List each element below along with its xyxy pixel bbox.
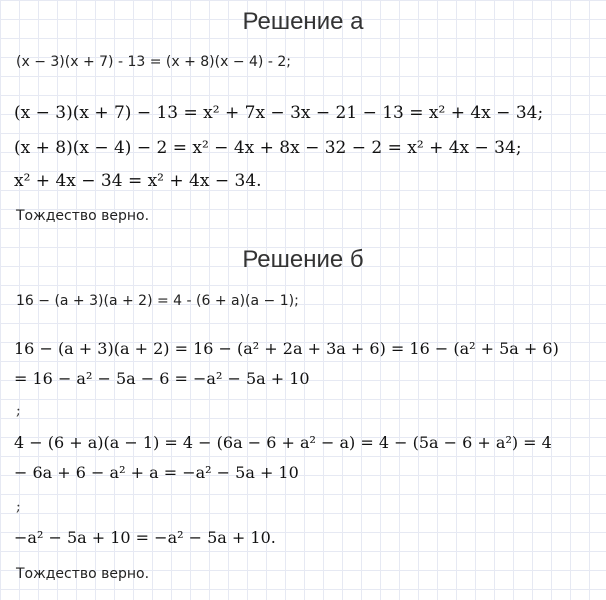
section-b-separator-1: ; [16, 403, 21, 419]
section-a-line-2: (x + 8)(x − 4) − 2 = x² − 4x + 8x − 32 − 2 = x² + 4x − 34; [14, 138, 522, 158]
section-b-line-2: = 16 − a² − 5a − 6 = −a² − 5a + 10 [14, 369, 310, 388]
section-b-problem: 16 − (a + 3)(a + 2) = 4 - (6 + a)(a − 1); [16, 293, 299, 309]
section-a-title: Решение а [242, 8, 364, 35]
section-a-line-1: (x − 3)(x + 7) − 13 = x² + 7x − 3x − 21 − 13 = x² + 4x − 34; [14, 103, 544, 123]
section-b-separator-2: ; [16, 499, 21, 515]
section-b-title: Решение б [242, 246, 364, 273]
section-b-line-3: 4 − (6 + a)(a − 1) = 4 − (6a − 6 + a² − a) = 4 − (5a − 6 + a²) = 4 [14, 433, 552, 452]
section-a-problem: (x − 3)(x + 7) - 13 = (x + 8)(x − 4) - 2; [16, 54, 291, 70]
section-a-conclusion: Тождество верно. [16, 208, 150, 224]
section-b-line-4: − 6a + 6 − a² + a = −a² − 5a + 10 [14, 463, 299, 482]
section-b-line-1: 16 − (a + 3)(a + 2) = 16 − (a² + 2a + 3a + 6) = 16 − (a² + 5a + 6) [14, 339, 559, 358]
section-b-line-5: −a² − 5a + 10 = −a² − 5a + 10. [14, 528, 276, 547]
section-a-line-3: x² + 4x − 34 = x² + 4x − 34. [14, 171, 262, 191]
section-b-conclusion: Тождество верно. [16, 566, 150, 582]
